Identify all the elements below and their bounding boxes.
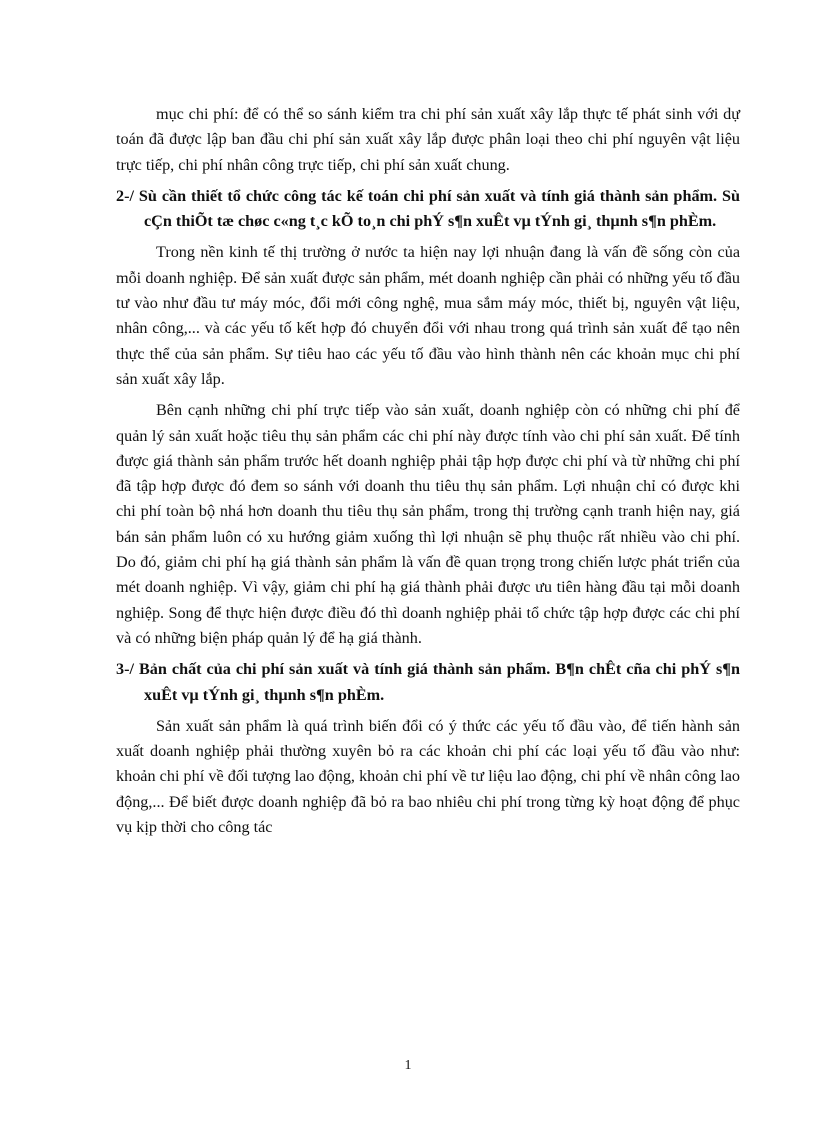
paragraph-market-economy: Trong nền kinh tế thị trường ở nước ta hiện nay lợi nhuận đang là vấn đề sống còn của mỗi doanh nghiệp. Để sản xuất được sản phẩm, mét doanh nghiệp cần phải có những yếu tố đầu tư vào như đầu tư máy móc, đổi mới công nghệ, mua sắm máy móc, thiết bị, nguyên vật liệu, nhân công,... và các yếu tố kết hợp đó chuyển đổi với nhau trong quá trình sản xuất để tạo nên thực thể của sản phẩm. Sự tiêu hao các yếu tố đầu vào hình thành nên các khoản mục chi phí sản xuất xây lắp. (116, 243, 740, 388)
paragraph-indirect-costs: Bên cạnh những chi phí trực tiếp vào sản xuất, doanh nghiệp còn có những chi phí để quản lý sản xuất hoặc tiêu thụ sản phẩm các chi phí này được tính vào chi phí sản xuất. Để tính được giá thành sản phẩm trước hết doanh nghiệp phải tập hợp được chi phí và từ những chi phí đã tập hợp được đó đem so sánh với doanh thu tiêu thụ sản phẩm. Lợi nhuận chỉ có được khi chi phí toàn bộ nhá hơn doanh thu tiêu thụ sản phẩm, trong thị trường cạnh tranh hiện nay, giá bán sản phẩm luôn có xu hướng giảm xuống thì lợi nhuận sẽ phụ thuộc rất nhiều vào chi phí. Do đó, giảm chi phí hạ giá thành sản phẩm là vấn đề quan trọng trong chiến lược phát triển của mét doanh nghiệp. Vì vậy, giảm chi phí hạ giá thành phải được ưu tiên hàng đầu tại mỗi doanh nghiệp. Song để thực hiện được điều đó thì doanh nghiệp phải tổ chức tập hợp được các chi phí và có những biện pháp quản lý để hạ giá thành. (116, 401, 740, 647)
paragraph-production-process: Sản xuất sản phẩm là quá trình biến đổi có ý thức các yếu tố đầu vào, để tiến hành sản xuất doanh nghiệp phải thường xuyên bỏ ra các khoản chi phí các loại yếu tố đầu vào như: khoản chi phí về đối tượng lao động, khoản chi phí về tư liệu lao động, chi phí về nhân công lao động,... Để biết được doanh nghiệp đã bỏ ra bao nhiêu chi phí trong từng kỳ hoạt động để phục vụ kịp thời cho công tác (116, 716, 740, 837)
document-body (116, 102, 740, 846)
heading-section-3: 3-/ Bản chất của chi phí sản xuất và tính giá thành sản phẩm. B¶n chÊt cña chi phÝ s¶n xuÊt vµ tÝnh gi¸ thµnh s¶n phÈm. (116, 660, 740, 704)
heading-section-2: 2-/ Sù cần thiết tổ chức công tác kế toán chi phí sản xuất và tính giá thành sản phẩm. Sù cÇn thiÕt tæ chøc c«ng t¸c kÕ to¸n chi phÝ s¶n xuÊt vµ tÝnh gi¸ thµnh s¶n phÈm. (116, 186, 740, 231)
page-number: 1 (404, 1058, 412, 1073)
paragraph-cost-classification: mục chi phí: để có thể so sánh kiểm tra chi phí sản xuất xây lắp thực tế phát sinh với dự toán đã được lập ban đầu chi phí sản xuất xây lắp được phân loại theo chi phí nguyên vật liệu trực tiếp, chi phí nhân công trực tiếp, chi phí sản xuất chung. (116, 105, 740, 174)
